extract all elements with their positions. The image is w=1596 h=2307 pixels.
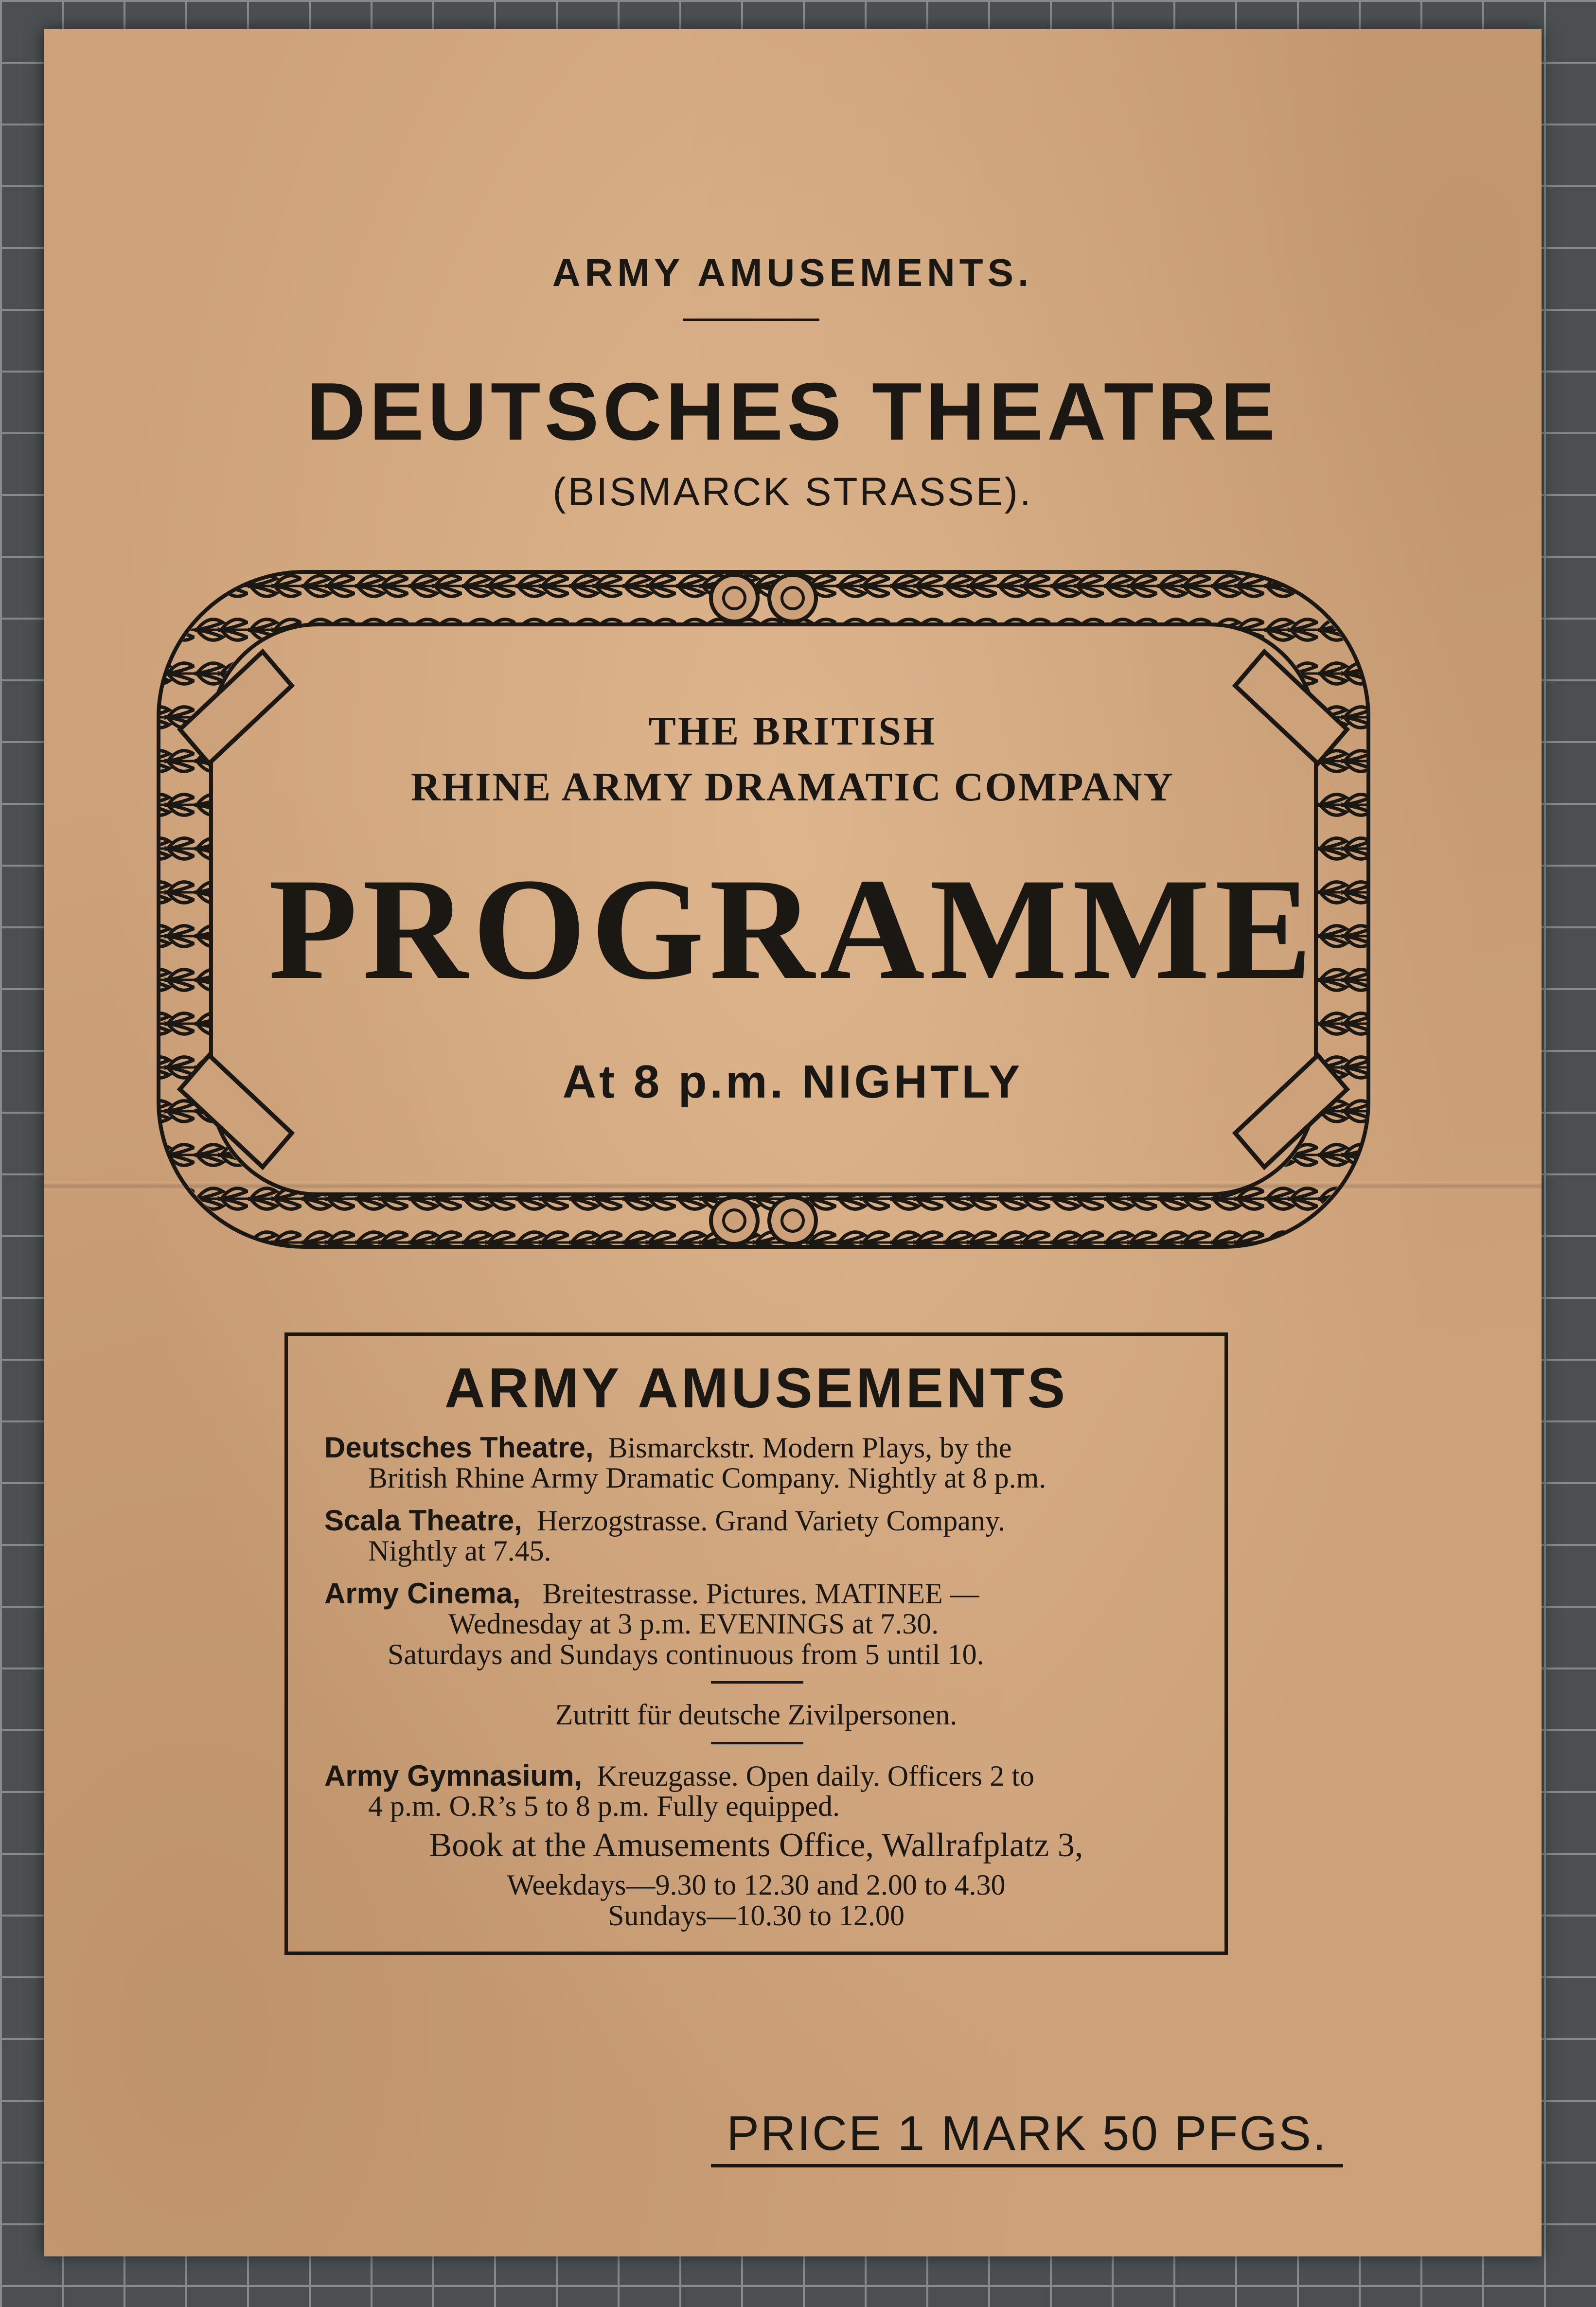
section-rule <box>711 1742 803 1744</box>
zutritt-notice: Zutritt für deutsche Zivilpersonen. <box>555 1699 958 1731</box>
box-title: ARMY AMUSEMENTS <box>444 1356 1068 1420</box>
cinema-name: Army Cinema, <box>324 1577 521 1610</box>
deutsches-entry-line2: British Rhine Army Dramatic Company. Nightly at 8 p.m. <box>368 1462 1046 1494</box>
title-rule <box>683 319 819 321</box>
cinema-entry-line1: Army Cinema, Breitestrasse. Pictures. MATINEE — <box>324 1577 979 1610</box>
company-name-line2: RHINE ARMY DRAMATIC COMPANY <box>410 764 1175 810</box>
cinema-entry-line2: Wednesday at 3 p.m. EVENINGS at 7.30. <box>448 1608 939 1640</box>
series-title: ARMY AMUSEMENTS. <box>552 251 1033 294</box>
programme-sheet <box>44 29 1542 2256</box>
weekday-hours: Weekdays—9.30 to 12.30 and 2.00 to 4.30 <box>507 1869 1006 1901</box>
scala-entry-line2: Nightly at 7.45. <box>368 1535 551 1567</box>
theatre-street: (BISMARCK STRASSE). <box>552 470 1033 514</box>
scala-entry-line1: Scala Theatre, Herzogstrasse. Grand Variety Company. <box>324 1504 1005 1537</box>
gym-entry-line1: Army Gymnasium, Kreuzgasse. Open daily. Officers 2 to <box>324 1759 1034 1792</box>
deutsches-name: Deutsches Theatre, <box>324 1431 594 1464</box>
army-amusements-box <box>284 1332 1228 1955</box>
cinema-entry-line3: Saturdays and Sundays continuous from 5 until 10. <box>388 1638 984 1670</box>
section-rule <box>711 1681 803 1684</box>
company-name-line1: THE BRITISH <box>648 709 937 754</box>
performance-time: At 8 p.m. NIGHTLY <box>562 1056 1023 1108</box>
deutsches-entry-line1: Deutsches Theatre, Bismarckstr. Modern Plays, by the <box>324 1431 1012 1464</box>
gym-entry-line2: 4 p.m. O.R’s 5 to 8 p.m. Fully equipped. <box>368 1790 840 1822</box>
price-underline <box>711 2164 1343 2167</box>
programme-title: PROGRAMME <box>268 848 1317 1010</box>
theatre-name: DEUTSCHES THEATRE <box>306 366 1279 457</box>
gym-name: Army Gymnasium, <box>324 1759 583 1792</box>
booking-office: Book at the Amusements Office, Wallrafplatz 3, <box>429 1827 1083 1864</box>
price-label: PRICE 1 MARK 50 PFGS. <box>727 2106 1328 2161</box>
scala-name: Scala Theatre, <box>324 1504 522 1537</box>
sunday-hours: Sundays—10.30 to 12.00 <box>607 1899 905 1932</box>
